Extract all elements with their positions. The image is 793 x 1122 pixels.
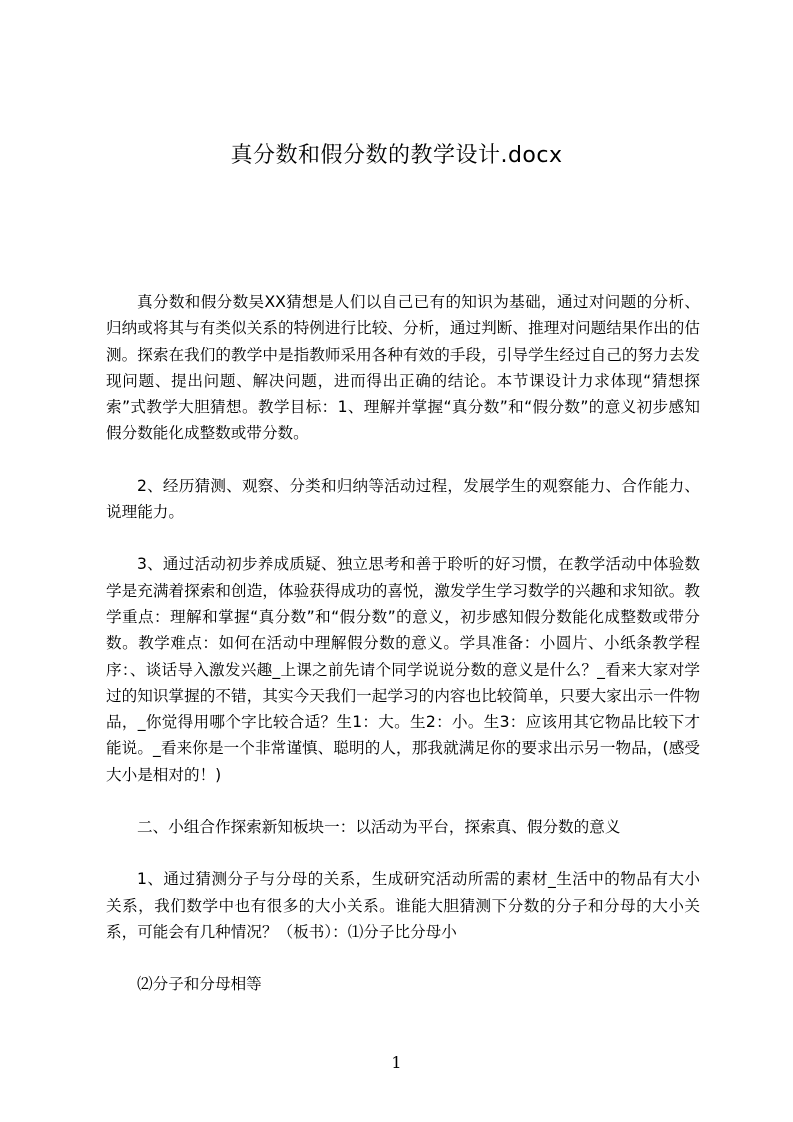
paragraph-objective-3: 3、通过活动初步养成质疑、独立思考和善于聆听的好习惯，在教学活动中体验数学是充满着探索和创造，体验获得成功的喜悦，激发学生学习数学的兴趣和求知欲。教学重点：理解和掌握“真分数”和“假分数”的意义，初步感知假分数能化成整数或带分数。教学难点：如何在活动中理解假分数的意义。学具准备：小圆片、小纸条教学程序：、谈话导入激发兴趣_上课之前先请个同学说说分数的意义是什么？_看来大家对学过的知识掌握的不错，其实今天我们一起学习的内容也比较简单，只要大家出示一件物品，_你觉得用哪个字比较合适？生1：大。生2：小。生3：应该用其它物品比较下才能说。_看来你是一个非常谨慎、聪明的人，那我就满足你的要求出示另一物品，(感受大小是相对的！)	[106, 555, 700, 784]
page-number: 1	[391, 1053, 402, 1072]
paragraph-intro: 真分数和假分数吴XX猜想是人们以自己已有的知识为基础，通过对问题的分析、归纳或将其与有类似关系的特例进行比较、分析，通过判断、推理对问题结果作出的估测。探索在我们的教学中是指教师采用各种有效的手段，引导学生经过自己的努力去发现问题、提出问题、解决问题，进而得出正确的结论。本节课设计力求体现“猜想探索”式教学大胆猜想。教学目标：1、理解并掌握“真分数”和“假分数”的意义初步感知假分数能化成整数或带分数。	[106, 293, 700, 443]
document-title: 真分数和假分数的教学设计.docx	[230, 143, 563, 168]
paragraph-activity-1: 1、通过猜测分子与分母的关系，生成研究活动所需的素材_生活中的物品有大小关系，我们数学中也有很多的大小关系。谁能大胆猜测下分数的分子和分母的大小关系，可能会有几种情况？（板书）：⑴分子比分母小	[106, 870, 700, 941]
paragraph-objective-2: 2、经历猜测、观察、分类和归纳等活动过程，发展学生的观察能力、合作能力、说理能力。	[106, 476, 700, 522]
document-body	[106, 289, 700, 998]
paragraph-case-2: ⑵分子和分母相等	[137, 975, 262, 994]
paragraph-section-2: 二、小组合作探索新知板块一：以活动为平台，探索真、假分数的意义	[137, 818, 621, 837]
